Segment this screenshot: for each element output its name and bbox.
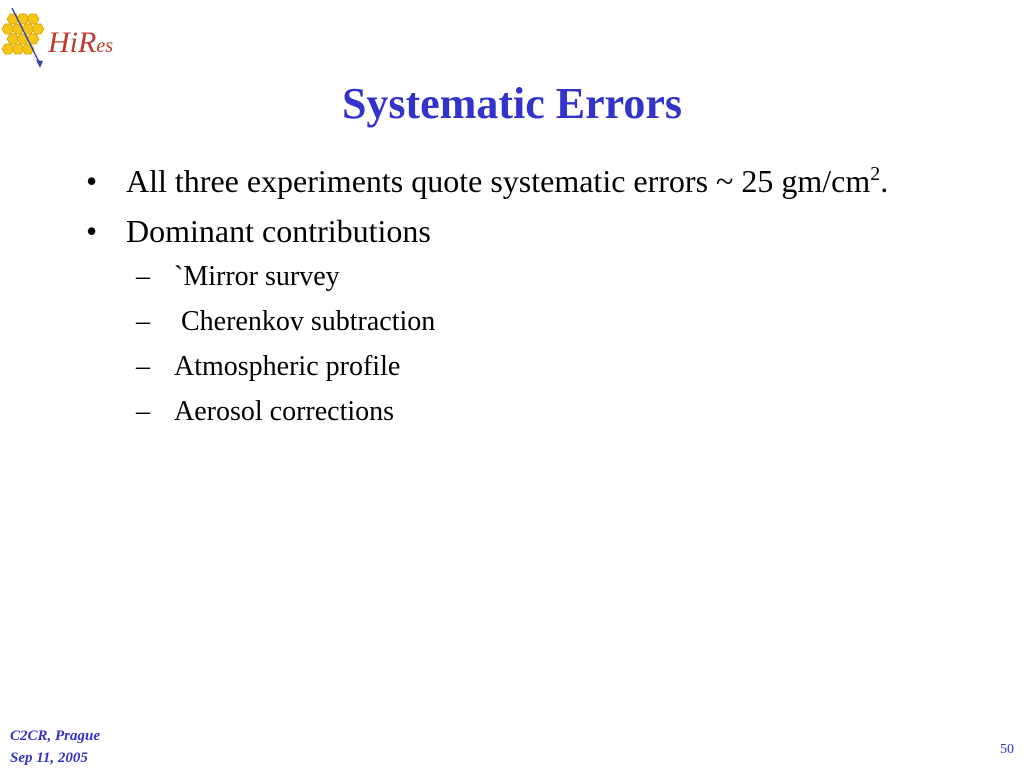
sub-bullet-item (136, 305, 966, 339)
sub-bullet-item (136, 350, 966, 384)
dash-marker: – (136, 351, 150, 382)
superscript: 2 (870, 163, 881, 185)
sub-bullet-text: Cherenkov subtraction (174, 306, 436, 337)
bullet-item (86, 210, 966, 253)
bullet-suffix: . (880, 163, 889, 199)
footer-date: Sep 11, 2005 (10, 750, 88, 766)
bullet-marker: • (86, 213, 98, 249)
page-number: 50 (1000, 742, 1014, 757)
bullet-list (86, 160, 966, 440)
sub-bullet-item (136, 395, 966, 429)
sub-bullet-list (86, 260, 966, 429)
hires-logo (0, 8, 140, 72)
bullet-text: All three experiments quote systematic errors ~ 25 gm/cm (126, 163, 871, 199)
dash-marker: – (136, 261, 150, 292)
footer-conference: C2CR, Prague (10, 728, 101, 744)
bullet-item (86, 160, 966, 203)
footer-venue (10, 725, 100, 769)
sub-bullet-text: `Mirror survey (174, 261, 340, 292)
sub-bullet-text: Atmospheric profile (174, 351, 401, 382)
dash-marker: – (136, 396, 150, 427)
sub-bullet-text: Aerosol corrections (174, 396, 395, 427)
bullet-marker: • (86, 163, 98, 199)
bullet-text: Dominant contributions (126, 213, 431, 249)
logo-wordmark: HiRes (48, 26, 113, 59)
sub-bullet-item (136, 260, 966, 294)
dash-marker: – (136, 306, 150, 337)
slide-title: Systematic Errors (341, 79, 683, 128)
